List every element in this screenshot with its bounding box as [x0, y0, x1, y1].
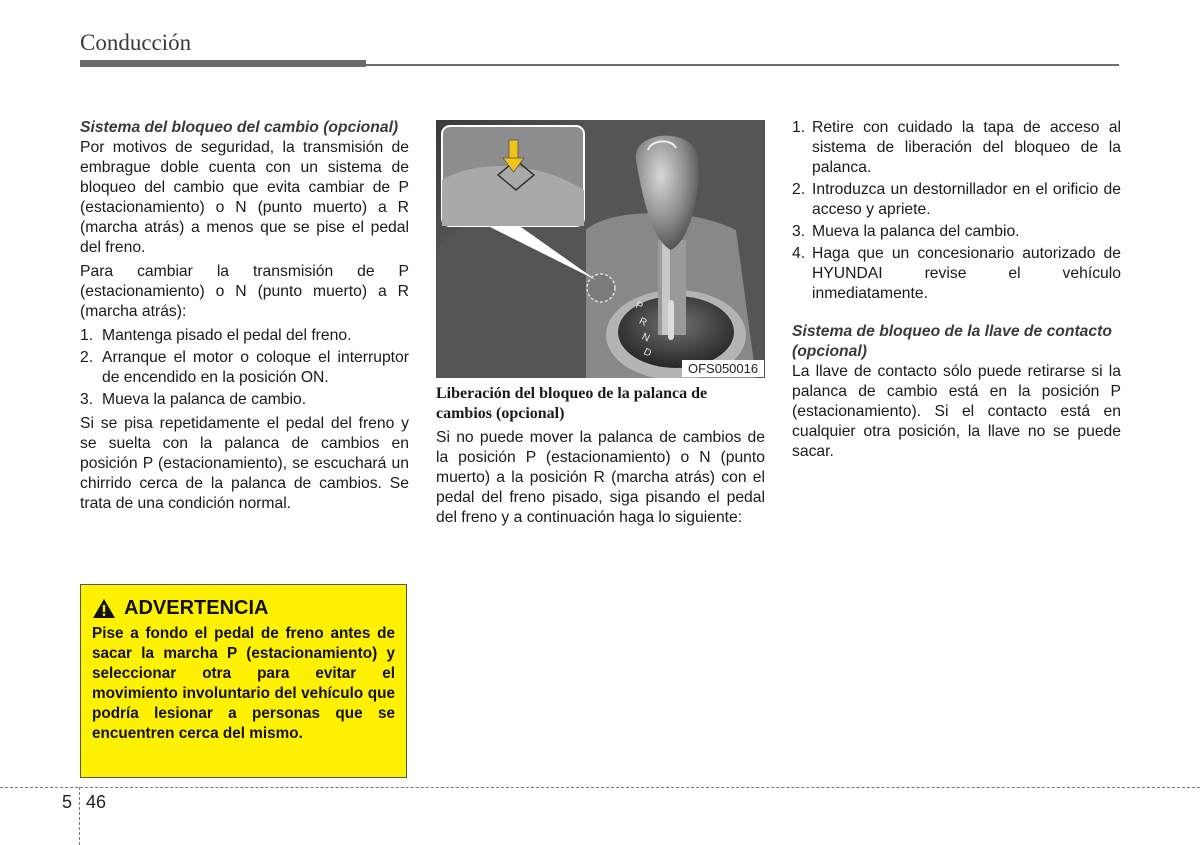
header-bar — [80, 60, 366, 67]
step-text: Mantenga pisado el pedal del freno. — [102, 327, 352, 344]
section-subtitle-shift-lock: Sistema del bloqueo del cambio (opcional) — [80, 119, 399, 136]
gear-label-d: D — [641, 346, 653, 360]
step-number: 3. — [792, 223, 806, 240]
step-number: 1. — [80, 327, 94, 344]
figure-code: OFS050016 — [688, 361, 759, 376]
list-item — [80, 390, 409, 410]
step-number: 3. — [80, 391, 94, 408]
step-text: Introduzca un destornillador en el orificio de acceso y apriete. — [812, 181, 1121, 218]
paragraph: Si se pisa repetidamente el pedal del freno y se suelta con la palanca de cambios en posición P (estacionamiento), se escuchará un chirrido cerca de la palanca de cambios. Se trata de una condición normal. — [80, 415, 409, 512]
column-3 — [792, 118, 1121, 466]
gear-label-n: N — [639, 331, 652, 345]
warning-title: ADVERTENCIA — [124, 597, 269, 619]
section-subtitle-key-lock: Sistema de bloqueo de la llave de contacto (opcional) — [792, 323, 1112, 360]
figure-caption: Liberación del bloqueo de la palanca de cambios (opcional) — [436, 385, 708, 422]
column-2 — [436, 384, 765, 532]
access-cover-marker — [587, 274, 615, 302]
step-text: Retire con cuidado la tapa de acceso al sistema de liberación del bloqueo de la palanca. — [812, 119, 1121, 176]
step-text: Mueva la palanca de cambio. — [102, 391, 307, 408]
list-item — [792, 244, 1121, 304]
step-text: Arranque el motor o coloque el interruptor de encendido en la posición ON. — [102, 349, 409, 386]
gear-shift-illustration — [436, 120, 765, 378]
step-number: 1. — [792, 119, 806, 136]
step-number: 4. — [792, 245, 806, 262]
list-item — [80, 326, 409, 346]
steps-list — [80, 326, 409, 410]
step-text: Mueva la palanca del cambio. — [812, 223, 1020, 240]
paragraph: Por motivos de seguridad, la transmisión de embrague doble cuenta con un sistema de bloqueo del cambio que evita cambiar de P (estacionamiento) o N (punto muerto) a R (marcha atrás) a menos que se pise el pedal del freno. — [80, 139, 409, 256]
gear-label-p: P — [633, 299, 645, 313]
warning-body: Pise a fondo el pedal de freno antes de sacar la marcha P (estacionamiento) y seleccionar otra para evitar el movimiento involuntario del vehículo que podría lesionar a personas que se encuentren cerca del mismo. — [92, 625, 395, 742]
step-number: 2. — [792, 181, 806, 198]
page-header-title: Conducción — [80, 30, 192, 55]
footer-divider — [79, 787, 80, 845]
list-item — [80, 348, 409, 388]
paragraph: La llave de contacto sólo puede retirarse si la palanca de cambio está en la posición P (estacionamiento). Si el contacto está en cualquier otra posición, la llave no se puede sacar. — [792, 363, 1121, 460]
warning-header — [92, 597, 395, 620]
paragraph: Para cambiar la transmisión de P (estacionamiento) o N (punto muerto) a R (marcha atrás): — [80, 263, 409, 320]
step-text: Haga que un concesionario autorizado de HYUNDAI revise el vehículo inmediatamente. — [812, 245, 1121, 302]
gear-label-r: R — [637, 315, 649, 329]
list-item — [792, 222, 1121, 242]
footer-rule — [0, 787, 1200, 788]
list-item — [792, 118, 1121, 178]
step-number: 2. — [80, 349, 94, 366]
steps-list — [792, 118, 1121, 304]
header-rule — [366, 64, 1119, 66]
shift-lever-figure — [436, 120, 765, 378]
warning-box — [80, 584, 407, 778]
paragraph: Si no puede mover la palanca de cambios de la posición P (estacionamiento) o N (punto muerto) a la posición R (marcha atrás) con el pedal del freno pisado, siga pisando el pedal del freno y a continuación haga lo siguiente: — [436, 429, 765, 526]
list-item — [792, 180, 1121, 220]
page-number: 46 — [86, 792, 107, 812]
column-1 — [80, 118, 409, 518]
chapter-number: 5 — [62, 792, 73, 812]
warning-triangle-icon — [92, 598, 116, 619]
